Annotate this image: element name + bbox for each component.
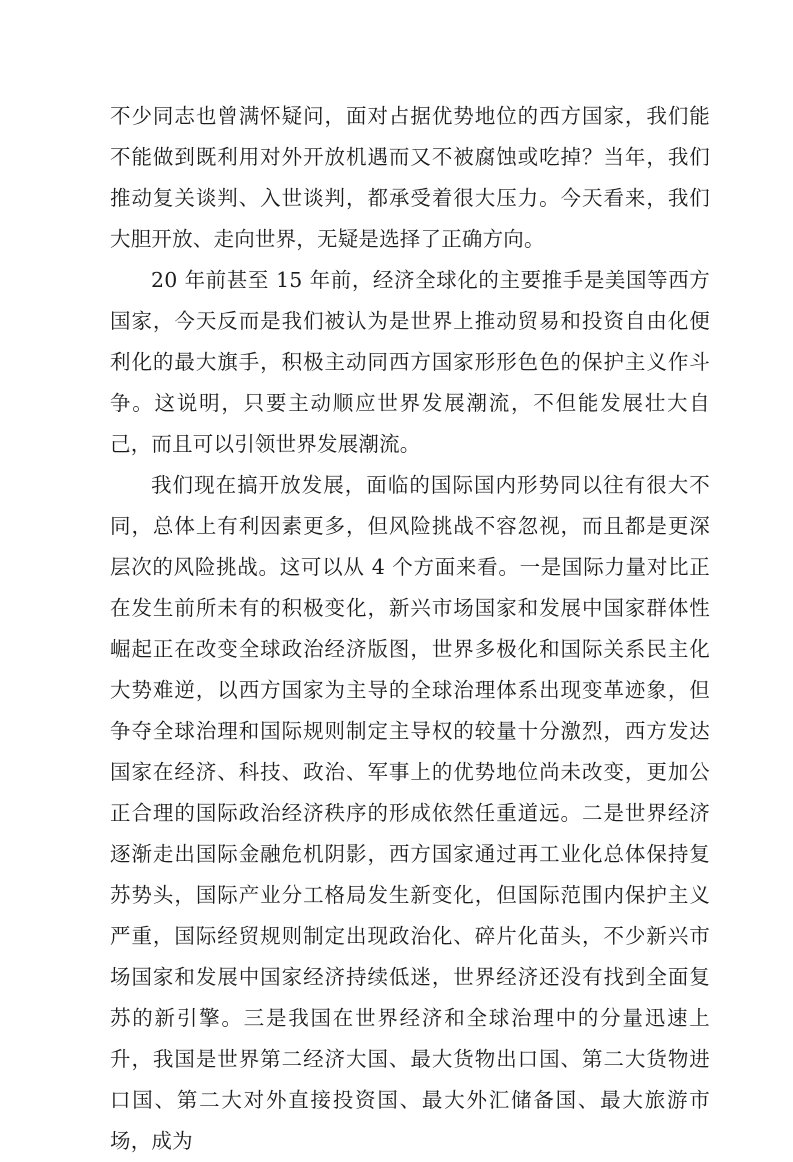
paragraph-3: 我们现在搞开放发展，面临的国际国内形势同以往有很大不同，总体上有利因素更多，但风险挑战不容忽视，而且都是更深层次的风险挑战。这可以从 4 个方面来看。一是国际力量对比正在发生前所未有的积极变化，新兴市场国家和发展中国家群体性崛起正在改变全球政治经济版图，世界多极化和国际关系民主化大势难逆，以西方国家为主导的全球治理体系出现变革迹象，但争夺全球治理和国际规则制定主导权的较量十分激烈，西方发达国家在经济、科技、政治、军事上的优势地位尚未改变，更加公正合理的国际政治经济秩序的形成依然任重道远。二是世界经济逐渐走出国际金融危机阴影，西方国家通过再工业化总体保持复苏势头，国际产业分工格局发生新变化，但国际范围内保护主义严重，国际经贸规则制定出现政治化、碎片化苗头，不少新兴市场国家和发展中国家经济持续低迷，世界经济还没有找到全面复苏的新引擎。三是我国在世界经济和全球治理中的分量迅速上升，我国是世界第二经济大国、最大货物出口国、第二大货物进口国、第二大对外直接投资国、最大外汇储备国、最大旅游市场，成为 [110,473,710,1153]
document-body [110,96,710,1162]
paragraph-2: 20 年前甚至 15 年前，经济全球化的主要推手是美国等西方国家，今天反而是我们被认为是世界上推动贸易和投资自由化便利化的最大旗手，积极主动同西方国家形形色色的保护主义作斗争。这说明，只要主动顺应世界发展潮流，不但能发展壮大自己，而且可以引领世界发展潮流。 [110,268,710,456]
paragraph-1: 不少同志也曾满怀疑问，面对占据优势地位的西方国家，我们能不能做到既利用对外开放机遇而又不被腐蚀或吃掉？当年，我们推动复关谈判、入世谈判，都承受着很大压力。今天看来，我们大胆开放、走向世界，无疑是选择了正确方向。 [110,104,710,251]
